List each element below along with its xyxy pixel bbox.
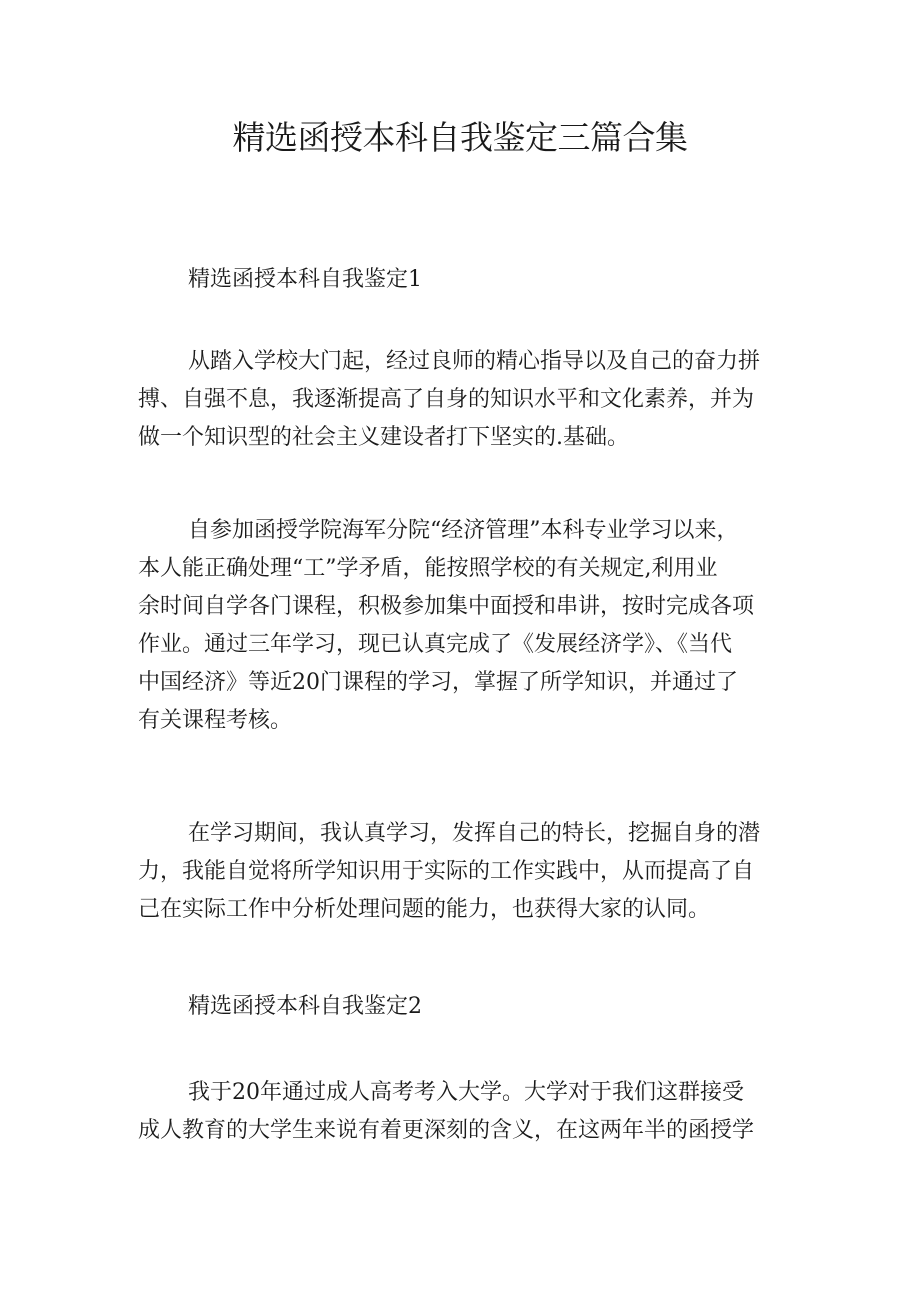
text-line: 自参加函授学院海军分院“经济管理”本科专业学习以来，	[188, 518, 739, 543]
text-line: 搏、自强不息，我逐渐提高了自身的知识水平和文化素养，并为	[138, 387, 755, 412]
text-line: 成人教育的大学生来说有着更深刻的含义，在这两年半的函授学	[138, 1118, 755, 1143]
text-line: 余时间自学各门课程，积极参加集中面授和串讲，按时完成各项	[138, 594, 755, 619]
text-line: 中国经济》等近20门课程的学习，掌握了所学知识，并通过了	[138, 670, 738, 695]
section-heading-2: 精选函授本科自我鉴定2	[188, 994, 422, 1019]
paragraph	[138, 343, 798, 457]
text-line: 做一个知识型的社会主义建设者打下坚实的.基础。	[138, 425, 629, 450]
text-line: 我于20年通过成人高考考入大学。大学对于我们这群接受	[188, 1080, 744, 1105]
paragraph	[138, 512, 798, 740]
text-line: 本人能正确处理“工”学矛盾，能按照学校的有关规定,利用业	[138, 556, 718, 581]
document-title: 精选函授本科自我鉴定三篇合集	[232, 118, 688, 157]
text-line: 力，我能自觉将所学知识用于实际的工作实践中，从而提高了自	[138, 859, 755, 884]
paragraph	[138, 1074, 798, 1150]
text-line: 在学习期间，我认真学习，发挥自己的特长，挖掘自身的潜	[188, 821, 761, 846]
text-line: 从踏入学校大门起，经过良师的精心指导以及自己的奋力拼	[188, 349, 761, 374]
paragraph	[138, 815, 798, 929]
text-line: 有关课程考核。	[138, 708, 293, 733]
text-line: 己在实际工作中分析处理问题的能力，也获得大家的认同。	[138, 897, 711, 922]
text-line: 作业。通过三年学习，现已认真完成了《发展经济学》、《当代	[138, 632, 733, 657]
section-heading-1: 精选函授本科自我鉴定1	[188, 267, 422, 292]
